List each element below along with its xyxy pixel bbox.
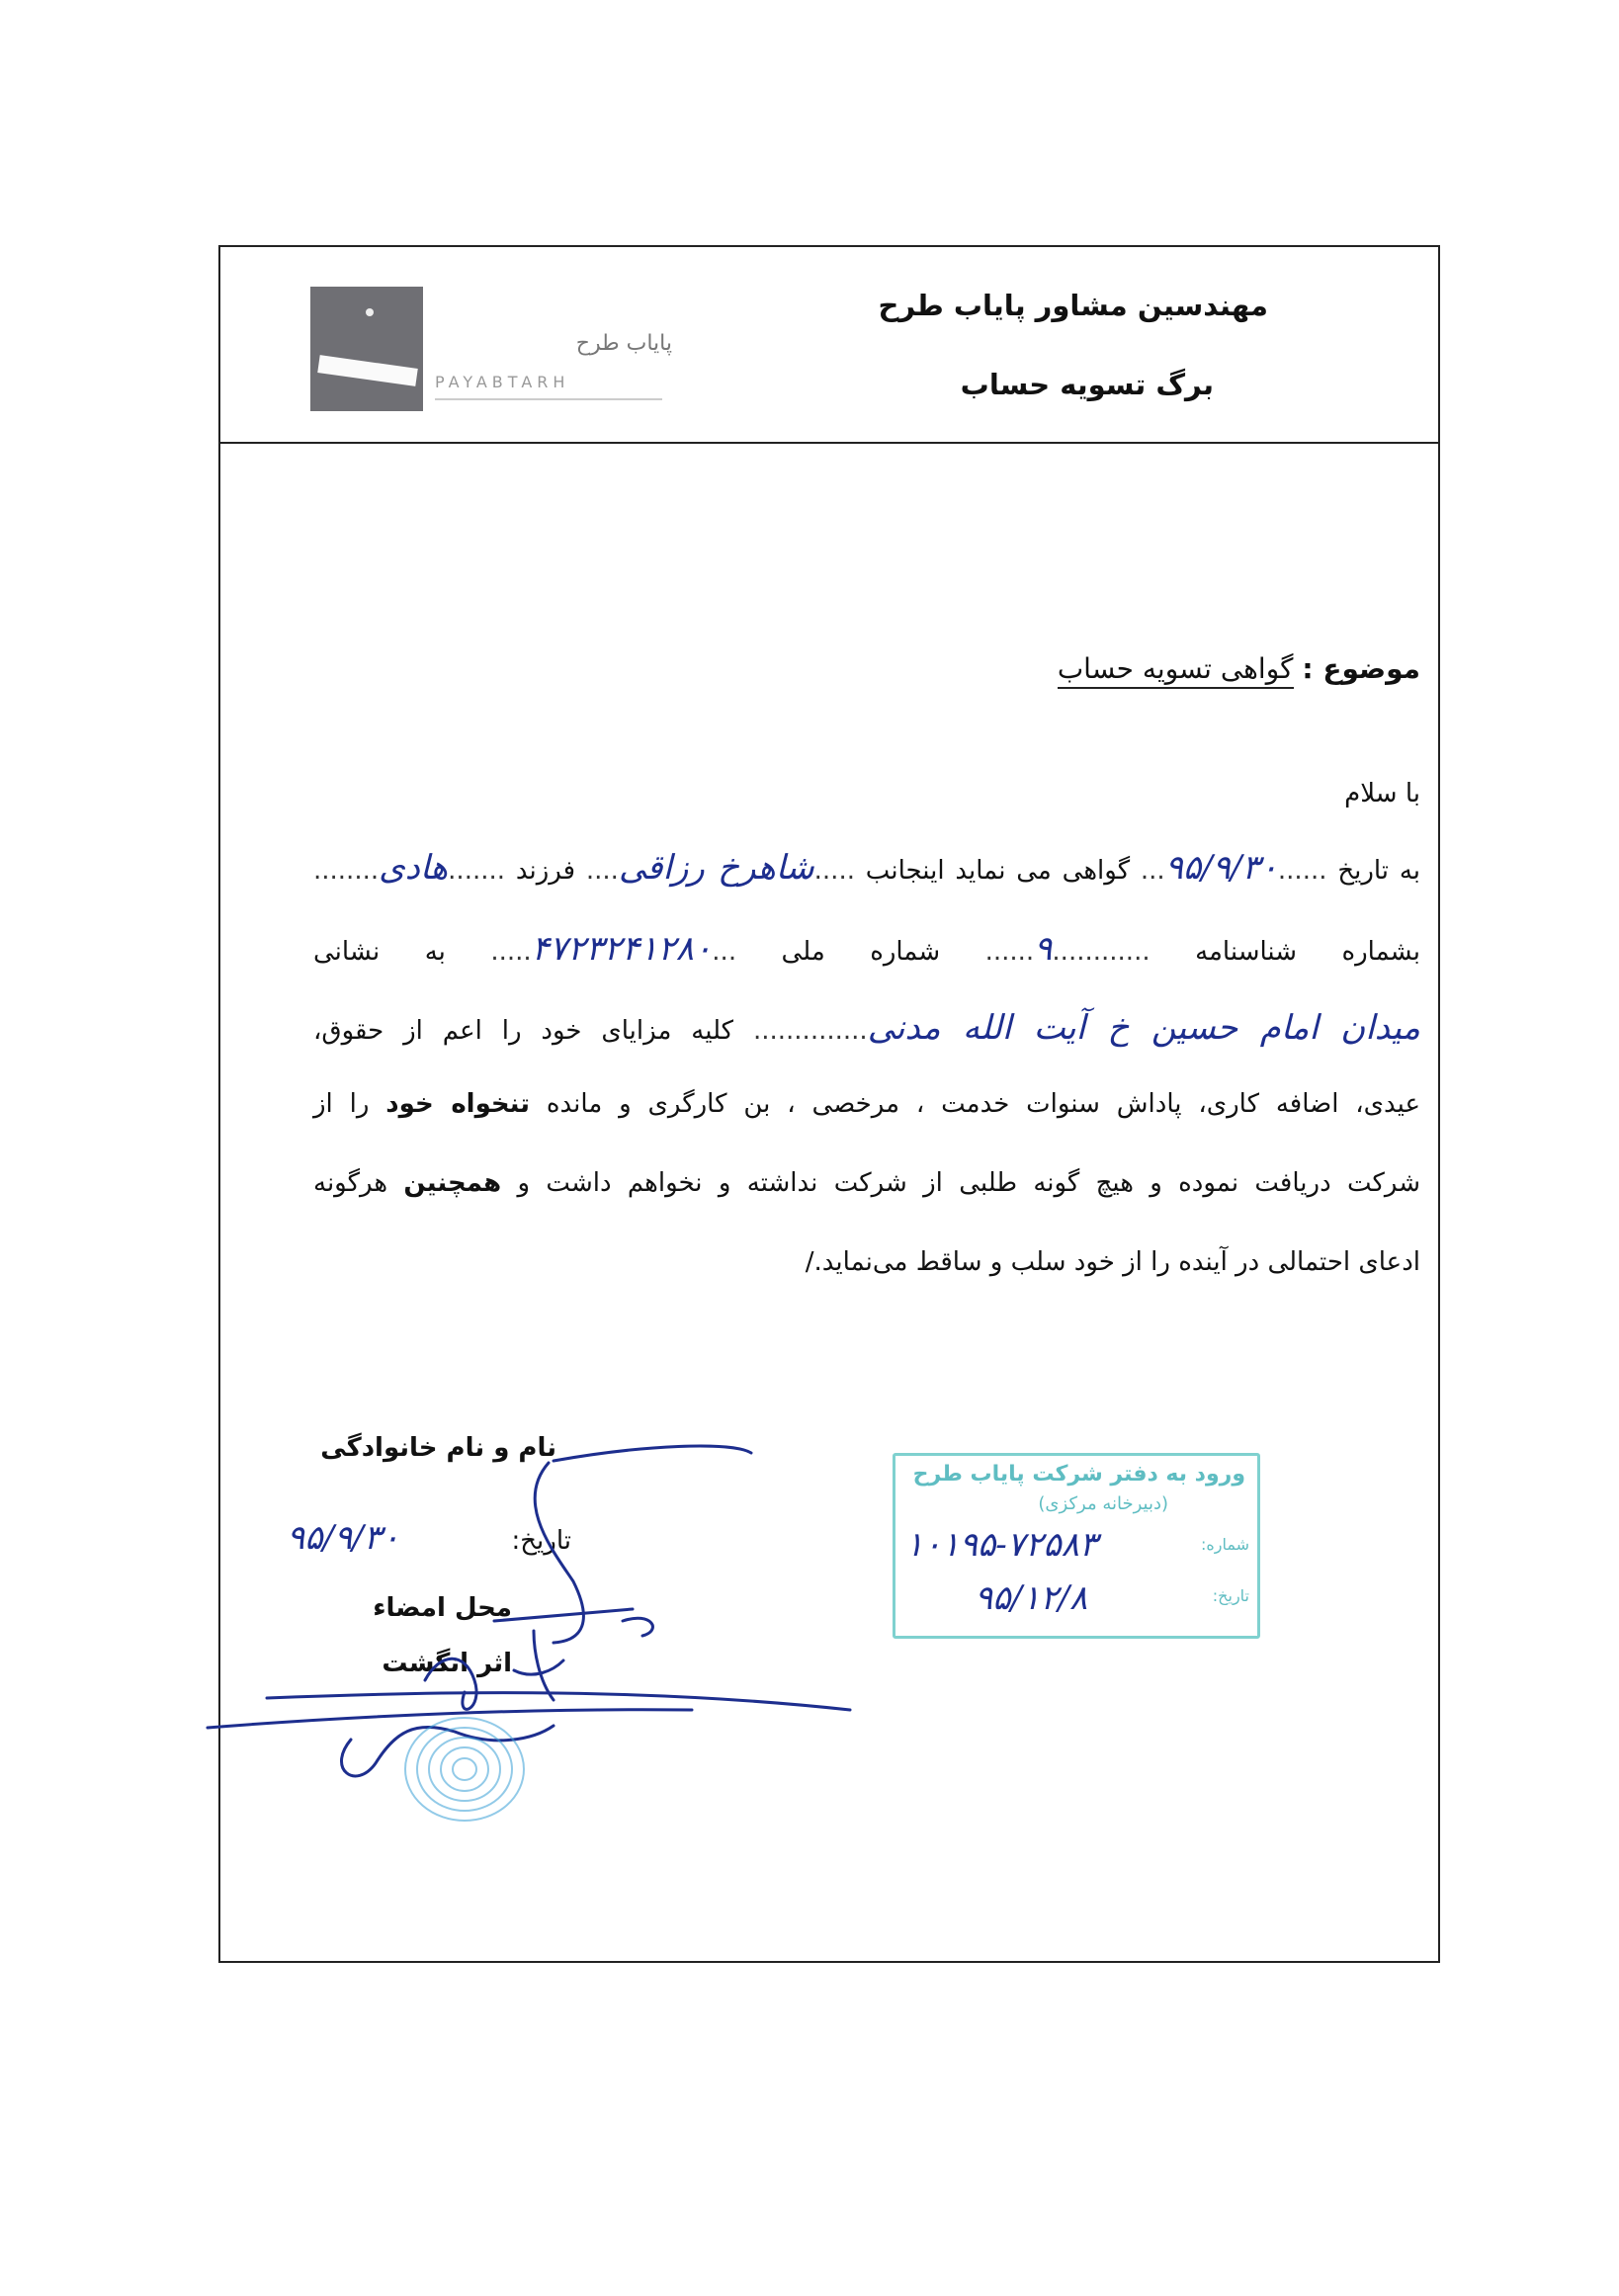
handwritten-name: شاهرخ رزاقی [618,848,814,888]
handwritten-address: میدان امام حسین خ آیت الله مدنی [867,1008,1421,1048]
line5-bold: همچنین [403,1168,502,1198]
fingerprint-label: اثر انگشت [382,1649,512,1678]
handwritten-sign-date: ۹۵/۹/۳۰ [287,1518,400,1558]
signature-place-label: محل امضاء [373,1593,512,1623]
body-line-1: به تاریخ ......۹۵/۹/۳۰... گواهی می نماید اینجانب .....شاهرخ رزاقی.... فرزند .......هادی........ [313,848,1421,888]
company-name: مهندسین مشاور پایاب طرح [878,289,1268,322]
address-label: به نشانی [313,937,446,967]
handwritten-date: ۹۵/۹/۳۰ [1164,848,1278,888]
certify-text: گواهی می نماید اینجانب [865,856,1131,886]
stamp-number-label: شماره: [1200,1535,1249,1554]
handwritten-id-number: ۹ [1034,929,1053,969]
id-label: بشماره شناسنامه [1195,937,1421,967]
logo-name-fa: پایاب طرح [575,331,672,356]
fingerprint [405,1718,524,1821]
body-line-6: ادعای احتمالی در آینده را از خود سلب و ساقط می‌نماید./ [805,1247,1420,1277]
handwritten-national-id: ۴۷۲۳۲۴۱۲۸۰ [531,929,713,969]
stamp-number-value: ۱۰۱۹۵-۷۲۵۸۳ [905,1525,1098,1565]
name-label: نام و نام خانوادگی [320,1433,556,1463]
stamp-title: ورود به دفتر شرکت پایاب طرح [912,1462,1245,1487]
date-prefix: به تاریخ [1337,856,1421,886]
national-id-label: شماره ملی [781,937,941,967]
line5-end: هرگونه [313,1168,388,1198]
benefits-text: کلیه مزایای خود را اعم از حقوق، [313,1016,734,1046]
stamp-date-value: ۹۵/۱۲/۸ [975,1578,1088,1618]
sign-date-label: تاریخ: [511,1526,571,1556]
receipt-stamp [893,1453,1260,1639]
form-title: برگ تسویه حساب [960,368,1214,401]
subject-label: موضوع : [1302,652,1420,685]
greeting: با سلام [1344,779,1420,808]
body-line-3: میدان امام حسین خ آیت الله مدنی.............. کلیه مزایای خود را اعم از حقوق، [313,1008,1421,1048]
body-line-2: بشماره شناسنامه ............۹...... شماره ملی ...۴۷۲۳۲۴۱۲۸۰..... به نشانی [313,929,1421,969]
line4-bold: تنخواه خود [385,1089,531,1119]
line4-text: عیدی، اضافه کاری، پاداش سنوات خدمت ، مرخصی ، بن کارگری و مانده [546,1089,1421,1119]
line4-end: را از [313,1089,370,1119]
handwritten-father-name: هادی [379,848,449,888]
line5-text: شرکت دریافت نموده و هیچ گونه طلبی از شرکت نداشته و نخواهم داشت و [517,1168,1421,1198]
stamp-date-label: تاریخ: [1212,1586,1249,1605]
stamp-subtitle: (دبیرخانه مرکزی) [1038,1493,1168,1514]
child-label: فرزند [515,856,576,886]
logo-name-en: PAYABTARH [435,373,570,391]
subject-value: گواهی تسویه حساب [1058,652,1294,689]
